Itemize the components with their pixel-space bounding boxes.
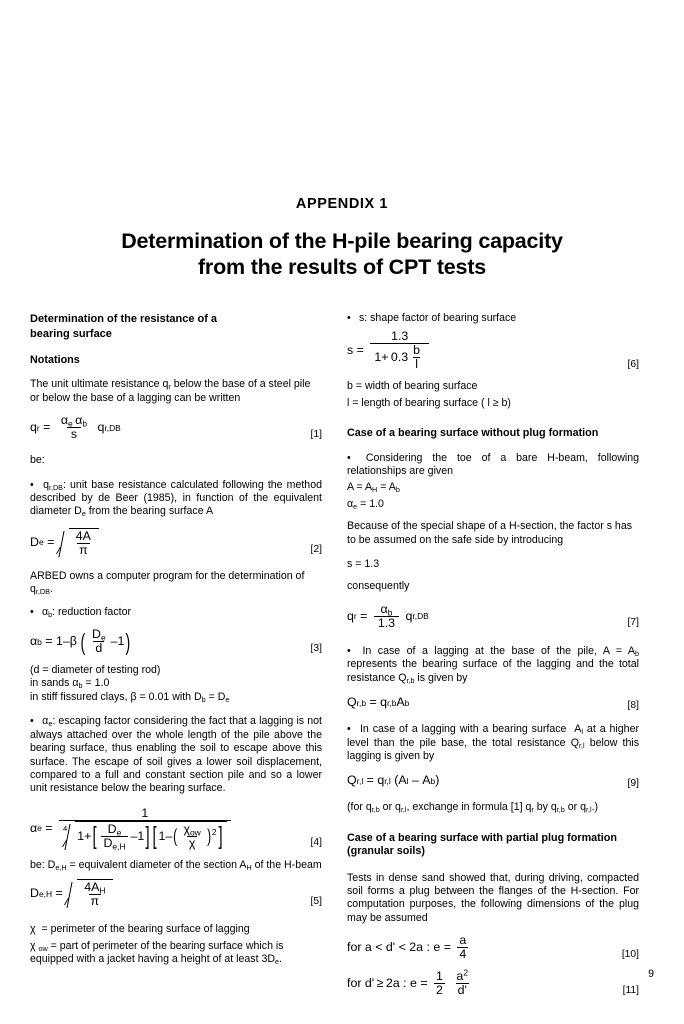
heading-without-plug: Case of a bearing surface without plug formation bbox=[347, 427, 599, 440]
equation-6-body: s = 1.3 1+ 0.3 $\frac{b}{l}$ bbox=[347, 330, 432, 371]
bullet-alpha-b: • $\alpha_b$: reduction factor bbox=[30, 605, 131, 619]
equation-7 bbox=[347, 603, 639, 630]
bullet-considering: • Considering the toe of a bare H-beam, following relationships are given bbox=[347, 451, 639, 478]
bullet-icon: • bbox=[30, 605, 34, 618]
equation-6-number: [6] bbox=[627, 359, 639, 370]
equation-8-number: [8] bbox=[627, 699, 639, 711]
heading-partial-plug-line-2: (granular soils) bbox=[347, 845, 425, 858]
exchange-note: (for $q_{r,b}$ or $q_{r,l}$, exchange in formula [1] $q_r$ by $q_{r,b}$ or $q_{r,l}$.) bbox=[347, 801, 599, 815]
section-heading-line-2: bearing surface bbox=[30, 327, 112, 340]
page-number: 9 bbox=[648, 968, 654, 980]
equation-2-number: [2] bbox=[310, 544, 322, 556]
bullet-alpha-e: • $\alpha_e$: escaping factor considering the fact that a lagging is not always attached over the whole length of the pile above the bearing surface, thus enabling the soil to escape above this surface. The escape of soil gives a lower soil displacement, compared to a full and constant section pile and so a lower unit resistance below the bearing surface. bbox=[30, 715, 322, 795]
equation-9-number: [9] bbox=[627, 777, 639, 789]
bullet-icon: • bbox=[30, 715, 34, 728]
be-deh-paragraph: be: $D_{e,H}$ = equivalent diameter of the section $A_H$ of the H-beam bbox=[30, 858, 322, 872]
relation-A: $A = A_H = A_b$ bbox=[347, 481, 400, 495]
l-line: l = length of bearing surface ( l ≥ b) bbox=[347, 396, 511, 409]
equation-10-body: for a < d' < 2a : e = $\frac{a}{4}$ bbox=[347, 933, 467, 962]
equation-5-body: D e,H = $\frac{4A_H}{\pi}$ bbox=[30, 879, 113, 908]
page-title bbox=[42, 228, 642, 280]
bullet-icon: • bbox=[347, 312, 351, 324]
equation-2 bbox=[30, 528, 322, 557]
equation-11-number: [11] bbox=[622, 984, 639, 996]
tests-paragraph: Tests in dense sand showed that, during driving, compacted soil forms a plug between the flanges of the H-section. For computation purposes, the following dimensions of the plug may be assumed bbox=[347, 871, 639, 924]
right-column bbox=[347, 312, 639, 997]
equation-10 bbox=[347, 934, 639, 961]
consequently-label: consequently bbox=[347, 580, 410, 593]
be-label: be: bbox=[30, 454, 45, 467]
appendix-label: APPENDIX 1 bbox=[295, 196, 389, 212]
bullet-lagging-higher: • In case of a lagging with a bearing surface $A_l$ at a higher level than the pile base, the total resistance $Q_{r,l}$ below this lagging is given by bbox=[347, 723, 639, 762]
equation-8-body: Q r,b = q r,b A b bbox=[347, 695, 410, 710]
heading-partial-plug-line-1: Case of a bearing surface with partial plug formation bbox=[347, 831, 617, 844]
equation-8 bbox=[347, 696, 639, 712]
equation-4-number: [4] bbox=[310, 837, 322, 849]
equation-4 bbox=[30, 807, 322, 850]
relation-alpha-e: $\alpha_e = 1.0$ bbox=[347, 497, 384, 511]
equation-5 bbox=[30, 879, 322, 908]
bullet-icon: • bbox=[30, 478, 34, 491]
s-value: s = 1.3 bbox=[347, 558, 380, 571]
notations-heading: Notations bbox=[30, 354, 80, 366]
equation-1-number: [1] bbox=[310, 428, 322, 440]
left-column bbox=[30, 312, 322, 966]
section-heading bbox=[30, 312, 322, 341]
equation-3 bbox=[30, 628, 322, 655]
because-paragraph: Because of the special shape of a H-section, the factor s has to be assumed on the safe side by introducing bbox=[347, 520, 633, 546]
bullet-icon: • bbox=[347, 644, 351, 657]
bullet-icon: • bbox=[347, 723, 351, 736]
equation-6 bbox=[347, 330, 639, 371]
equation-11 bbox=[347, 967, 639, 998]
b-line: b = width of bearing surface bbox=[347, 380, 478, 393]
chi-line: χ = perimeter of the bearing surface of lagging bbox=[30, 923, 250, 936]
equation-9-body: Q r,l = q r,l (A l – A b ) bbox=[347, 773, 440, 788]
bullet-qrdb: • $q_{r,DB}$: unit base resistance calculated following the method described by de Beer (1985), in function of the equivalent diameter $D_e$ from the bearing surface A bbox=[30, 478, 322, 519]
equation-1-body: q r = $\frac{\alpha_e \alpha_b}{s}$ q r,DB bbox=[30, 413, 121, 442]
page-title-line-1: Determination of the H-pile bearing capacity bbox=[121, 229, 563, 253]
heading-partial-plug bbox=[347, 832, 639, 859]
arbed-paragraph: ARBED owns a computer program for the determination of $q_{r,DB}$. bbox=[30, 569, 305, 597]
equation-9 bbox=[347, 774, 639, 790]
note-clays: in stiff fissured clays, β = 0.01 with $D_b = D_e$ bbox=[30, 690, 230, 704]
note-d: (d = diameter of testing rod) bbox=[30, 664, 161, 677]
intro-paragraph: The unit ultimate resistance $q_r$ below the base of a steel pile or below the base of a lagging can be written bbox=[30, 378, 311, 404]
equation-5-number: [5] bbox=[310, 895, 322, 907]
equation-1 bbox=[30, 414, 322, 441]
bullet-icon: • bbox=[347, 451, 351, 464]
equation-2-body: D e = $\frac{4A}{\pi}$ bbox=[30, 528, 99, 557]
bullet-lagging-base: • In case of a lagging at the base of the pile, $A = A_b$ represents the bearing surface of the lagging and the total resistance $Q_{r,b}$ is given by bbox=[347, 644, 639, 685]
equation-3-number: [3] bbox=[310, 642, 322, 654]
equation-7-body: q r = $\frac{\alpha_b}{1.3}$ q r,DB bbox=[347, 601, 429, 630]
equation-10-number: [10] bbox=[621, 948, 639, 960]
equation-11-body: for d' ≥ 2a : e = $\frac{1}{2}$ $\frac{a^2}{d'}$ bbox=[347, 967, 468, 998]
equation-7-number: [7] bbox=[627, 617, 639, 629]
bullet-s: • s: shape factor of bearing surface bbox=[347, 312, 517, 324]
equation-3-body: α b = 1–β ( $\frac{D_e}{d}$ –1 ) bbox=[30, 627, 131, 656]
note-sands: in sands $\alpha_b = 1.0$ bbox=[30, 677, 110, 691]
page-title-line-2: from the results of CPT tests bbox=[197, 255, 487, 279]
chi-ow-line: χ $_{ow}$ = part of perimeter of the bearing surface which is equipped with a jacket having a height of at least $3D_e$. bbox=[30, 939, 284, 966]
equation-4-body: α e = 1 4 1+[ $\frac{D_e}{D_{e,H}}$ –1] [1–( $\frac{\chi_{ow}}{\chi}$ )$^2$] bbox=[30, 807, 234, 850]
section-heading-line-1: Determination of the resistance of a bbox=[30, 313, 218, 325]
